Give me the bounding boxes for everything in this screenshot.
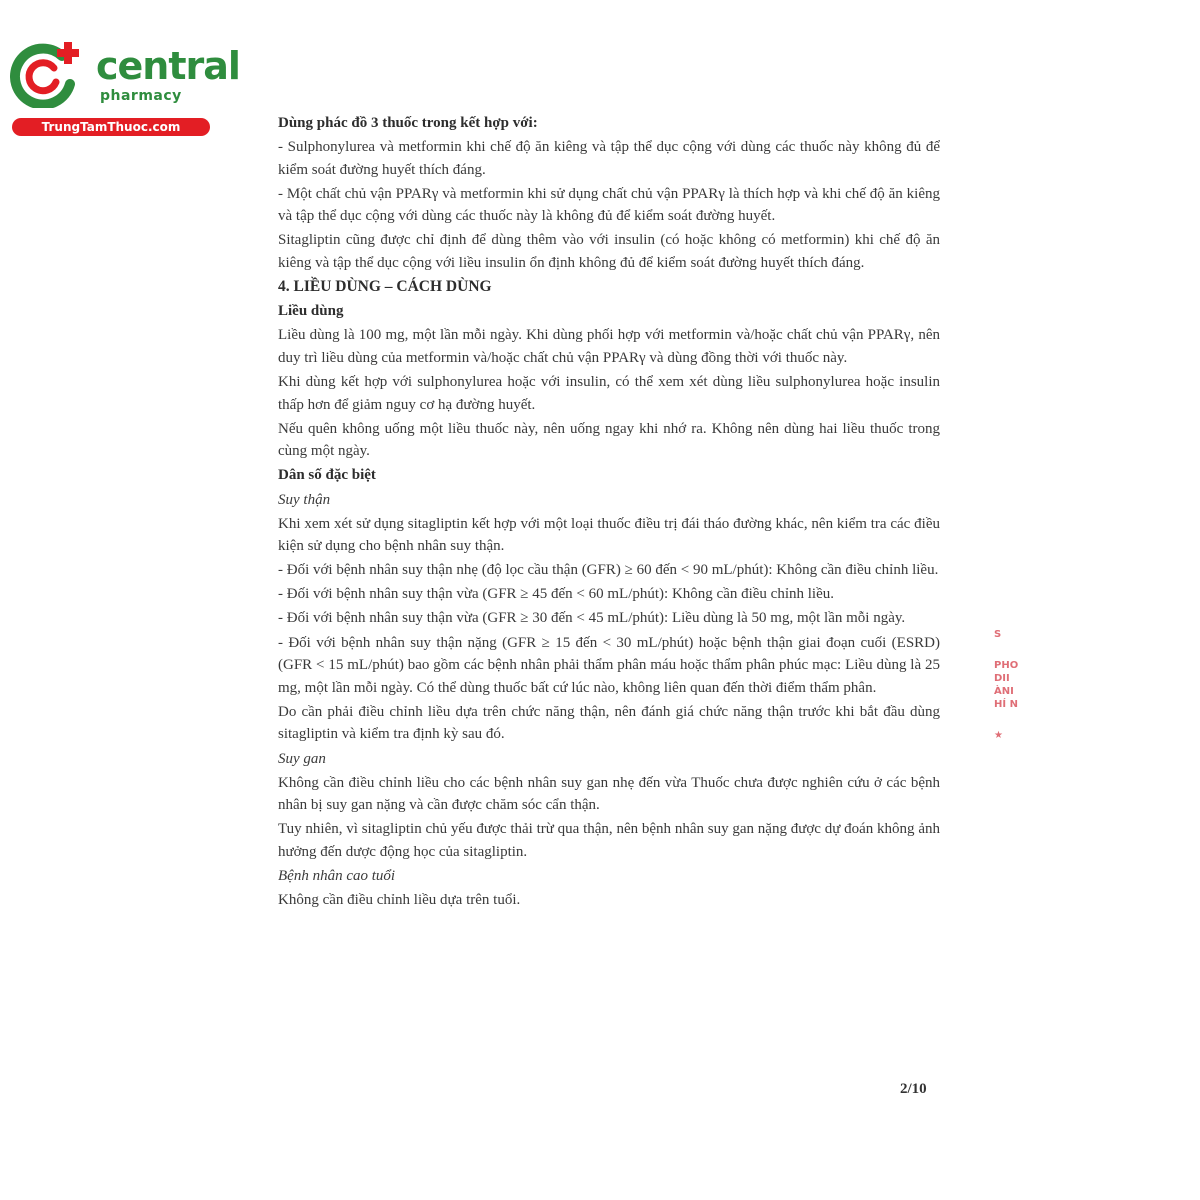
paragraph: Không cần điều chỉnh liều dựa trên tuổi. [278,892,521,909]
red-stamp-fragment [994,612,1024,772]
section-title-three-drug: Dùng phác đồ 3 thuốc trong kết hợp với: [278,115,538,131]
paragraph: Tuy nhiên, vì sitagliptin chủ yếu được thải trừ qua thận, nên bệnh nhân suy gan nặng được dự đoán không ảnh hưởng đến dược động học của sitagliptin. [278,821,940,860]
pharmacy-logo-icon [10,38,90,108]
stamp-star-icon: ★ [994,730,1003,741]
logo-website-badge: TrungTamThuoc.com [12,118,210,136]
paragraph: - Đối với bệnh nhân suy thận vừa (GFR ≥ 30 đến < 45 mL/phút): Liều dùng là 50 mg, một lần mỗi ngày. [278,610,906,627]
document-body [278,112,940,913]
stamp-text: S [994,629,1002,640]
paragraph: Nếu quên không uống một liều thuốc này, nên uống ngay khi nhớ ra. Không nên dùng hai liều thuốc trong cùng một ngày. [278,420,940,460]
paragraph: - Đối với bệnh nhân suy thận nặng (GFR ≥ 15 đến < 30 mL/phút) hoặc bệnh thận giai đoạn cuối (ESRD) (GFR < 15 mL/phút) bao gồm các bệnh nhân phải thẩm phân máu hoặc thẩm phân phúc mạc: Liều dùng là 25 mg, một lần mỗi ngày. Có thể dùng thuốc bất cứ lúc nào, không liên quan đến thời điểm thẩm phân. [278,634,940,696]
section-heading-dosage: 4. LIỀU DÙNG – CÁCH DÙNG [278,278,492,296]
central-pharmacy-logo [10,38,240,138]
subheading-special-population: Dân số đặc biệt [278,467,376,484]
stamp-text: ÀNI [994,686,1014,697]
paragraph: Không cần điều chỉnh liều cho các bệnh nhân suy gan nhẹ đến vừa Thuốc chưa được nghiên cứu ở các bệnh nhân bị suy gan nặng và cần được chăm sóc cẩn thận. [278,774,940,814]
subheading-elderly: Bệnh nhân cao tuổi [278,868,396,884]
paragraph: Do cần phải điều chỉnh liều dựa trên chức năng thận, nên đánh giá chức năng thận trước khi bắt đầu dùng sitagliptin và kiểm tra định kỳ sau đó. [278,703,940,743]
paragraph: Liều dùng là 100 mg, một lần mỗi ngày. Khi dùng phối hợp với metformin và/hoặc chất chủ vận PPARγ, nên duy trì liều dùng của metformin và/hoặc chất chủ vận PPARγ và dùng đồng thời với thuốc này. [278,327,940,366]
paragraph: - Một chất chủ vận PPARγ và metformin khi sử dụng chất chủ vận PPARγ là thích hợp và khi chế độ ăn kiêng và tập thể dục cộng với dùng các thuốc này là không đủ để kiểm soát đường huyết. [278,185,940,225]
paragraph: Sitagliptin cũng được chỉ định để dùng thêm vào với insulin (có hoặc không có metformin) khi chế độ ăn kiêng và tập thể dục cộng với liều insulin ổn định không đủ để kiểm soát đường huyết thích đáng. [278,232,940,272]
paragraph: Khi xem xét sử dụng sitagliptin kết hợp với một loại thuốc điều trị đái tháo đường khác, nên kiểm tra các điều kiện sử dụng cho bệnh nhân suy thận. [278,515,940,555]
logo-brand-sub: pharmacy [100,88,182,104]
paragraph: Khi dùng kết hợp với sulphonylurea hoặc với insulin, có thể xem xét dùng liều sulphonylurea hoặc insulin thấp hơn để giảm nguy cơ hạ đường huyết. [278,374,940,413]
logo-brand-name: central [96,44,240,88]
paragraph: - Sulphonylurea và metformin khi chế độ ăn kiêng và tập thể dục cộng với dùng các thuốc này không đủ để kiểm soát đường huyết thích đáng. [278,139,940,178]
page-number: 2/10 [900,1081,927,1097]
subheading-renal: Suy thận [278,491,331,508]
paragraph: - Đối với bệnh nhân suy thận nhẹ (độ lọc cầu thận (GFR) ≥ 60 đến < 90 mL/phút): Không cần điều chỉnh liều. [278,562,939,579]
paragraph: - Đối với bệnh nhân suy thận vừa (GFR ≥ 45 đến < 60 mL/phút): Không cần điều chỉnh liều. [278,586,835,603]
stamp-text: DII [994,673,1010,684]
stamp-text: PHO [994,660,1019,671]
subheading-dose: Liều dùng [278,303,344,320]
stamp-text: HÍ N [994,699,1018,710]
subheading-hepatic: Suy gan [278,750,326,767]
